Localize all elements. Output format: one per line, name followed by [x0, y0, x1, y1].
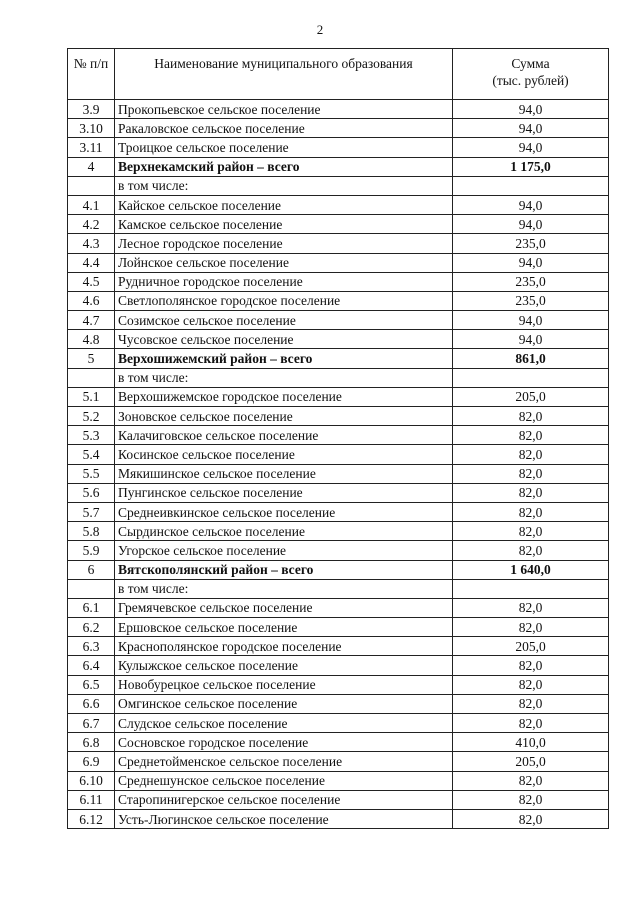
row-sum-cell: [453, 579, 609, 598]
header-row: [68, 49, 609, 100]
row-name-cell: Светлополянское городское поселение: [115, 291, 453, 310]
table-row: [68, 752, 609, 771]
table-row: [68, 195, 609, 214]
row-number-cell: 4.8: [68, 330, 115, 349]
row-name-cell: Калачиговское сельское поселение: [115, 426, 453, 445]
table-row: [68, 291, 609, 310]
row-number-cell: 6.8: [68, 733, 115, 752]
row-number-cell: 5.7: [68, 502, 115, 521]
subheading-row: [68, 368, 609, 387]
row-number-cell: 6.9: [68, 752, 115, 771]
row-name-cell: Среднешунское сельское поселение: [115, 771, 453, 790]
row-number-cell: 5.8: [68, 522, 115, 541]
table-row: [68, 234, 609, 253]
row-sum-cell: 1 175,0: [453, 157, 609, 176]
table-row: [68, 100, 609, 119]
row-number-cell: 5.5: [68, 464, 115, 483]
row-name-cell: Мякишинское сельское поселение: [115, 464, 453, 483]
row-name-cell: Ершовское сельское поселение: [115, 618, 453, 637]
row-sum-cell: 1 640,0: [453, 560, 609, 579]
row-name-cell: Новобурецкое сельское поселение: [115, 675, 453, 694]
table-row: [68, 272, 609, 291]
row-number-cell: 6.10: [68, 771, 115, 790]
row-name-cell: Усть-Люгинское сельское поселение: [115, 809, 453, 828]
row-number-cell: 4.4: [68, 253, 115, 272]
row-sum-cell: 205,0: [453, 752, 609, 771]
row-number-cell: 4.6: [68, 291, 115, 310]
column-header-sum: [453, 49, 609, 100]
row-sum-cell: 94,0: [453, 195, 609, 214]
table-row: [68, 790, 609, 809]
row-name-cell: Рудничное городское поселение: [115, 272, 453, 291]
row-number-cell: 4.5: [68, 272, 115, 291]
row-sum-cell: 82,0: [453, 426, 609, 445]
row-number-cell: 6.1: [68, 598, 115, 617]
row-sum-cell: 235,0: [453, 291, 609, 310]
row-sum-cell: 82,0: [453, 694, 609, 713]
row-sum-cell: [453, 176, 609, 195]
row-name-cell: Среднеивкинское сельское поселение: [115, 502, 453, 521]
row-sum-cell: 94,0: [453, 253, 609, 272]
table-row: [68, 733, 609, 752]
row-number-cell: 5.1: [68, 387, 115, 406]
row-number-cell: 4.2: [68, 215, 115, 234]
row-number-cell: 3.9: [68, 100, 115, 119]
row-name-cell: в том числе:: [115, 368, 453, 387]
table-row: [68, 637, 609, 656]
row-number-cell: 3.11: [68, 138, 115, 157]
row-sum-cell: 82,0: [453, 502, 609, 521]
subheading-row: [68, 579, 609, 598]
column-header-name: Наименование муниципального образования: [115, 49, 453, 100]
table-row: [68, 445, 609, 464]
table-row: [68, 483, 609, 502]
table-row: [68, 311, 609, 330]
column-header-sum-line1: Сумма: [511, 56, 550, 71]
row-name-cell: Лойнское сельское поселение: [115, 253, 453, 272]
table-row: [68, 138, 609, 157]
row-sum-cell: 861,0: [453, 349, 609, 368]
table-row: [68, 714, 609, 733]
row-sum-cell: 82,0: [453, 445, 609, 464]
row-sum-cell: 82,0: [453, 483, 609, 502]
row-sum-cell: 94,0: [453, 311, 609, 330]
page-number: 2: [316, 22, 324, 37]
row-name-cell: Старопинигерское сельское поселение: [115, 790, 453, 809]
row-number-cell: 6.3: [68, 637, 115, 656]
row-name-cell: Омгинское сельское поселение: [115, 694, 453, 713]
row-number-cell: 5.9: [68, 541, 115, 560]
table-header: [68, 49, 609, 100]
row-name-cell: Вятскополянский район – всего: [115, 560, 453, 579]
table-row: [68, 119, 609, 138]
row-name-cell: Верхошижемский район – всего: [115, 349, 453, 368]
row-sum-cell: 235,0: [453, 234, 609, 253]
table-row: [68, 407, 609, 426]
row-number-cell: 5.4: [68, 445, 115, 464]
row-name-cell: Прокопьевское сельское поселение: [115, 100, 453, 119]
row-name-cell: Угорское сельское поселение: [115, 541, 453, 560]
row-name-cell: в том числе:: [115, 579, 453, 598]
row-number-cell: 6.12: [68, 809, 115, 828]
row-sum-cell: 82,0: [453, 675, 609, 694]
table-row: [68, 215, 609, 234]
row-sum-cell: 82,0: [453, 618, 609, 637]
row-sum-cell: 205,0: [453, 387, 609, 406]
row-sum-cell: 82,0: [453, 407, 609, 426]
table-body: [68, 100, 609, 829]
table-row: [68, 694, 609, 713]
municipal-funding-table: [67, 48, 609, 829]
row-number-cell: 6.7: [68, 714, 115, 733]
table-row: [68, 598, 609, 617]
row-sum-cell: 94,0: [453, 100, 609, 119]
row-sum-cell: 205,0: [453, 637, 609, 656]
row-sum-cell: 235,0: [453, 272, 609, 291]
row-sum-cell: 82,0: [453, 598, 609, 617]
table-row: [68, 809, 609, 828]
row-sum-cell: 94,0: [453, 119, 609, 138]
row-sum-cell: 410,0: [453, 733, 609, 752]
row-name-cell: Верхошижемское городское поселение: [115, 387, 453, 406]
row-number-cell: 6.11: [68, 790, 115, 809]
row-sum-cell: 82,0: [453, 809, 609, 828]
table-row: [68, 771, 609, 790]
row-name-cell: Сырдинское сельское поселение: [115, 522, 453, 541]
row-name-cell: Верхнекамский район – всего: [115, 157, 453, 176]
table-row: [68, 618, 609, 637]
table-row: [68, 330, 609, 349]
row-name-cell: Пунгинское сельское поселение: [115, 483, 453, 502]
row-sum-cell: 94,0: [453, 215, 609, 234]
row-number-cell: 6.6: [68, 694, 115, 713]
row-number-cell: 5.2: [68, 407, 115, 426]
row-sum-cell: [453, 368, 609, 387]
row-name-cell: в том числе:: [115, 176, 453, 195]
row-number-cell: 4.3: [68, 234, 115, 253]
table-row: [68, 656, 609, 675]
row-number-cell: [68, 579, 115, 598]
row-name-cell: Косинское сельское поселение: [115, 445, 453, 464]
row-number-cell: 4.1: [68, 195, 115, 214]
row-number-cell: [68, 176, 115, 195]
row-number-cell: 6.4: [68, 656, 115, 675]
row-number-cell: 6.2: [68, 618, 115, 637]
row-sum-cell: 82,0: [453, 464, 609, 483]
row-name-cell: Среднетойменское сельское поселение: [115, 752, 453, 771]
district-total-row: [68, 349, 609, 368]
row-number-cell: 4: [68, 157, 115, 176]
column-header-sum-line2: (тыс. рублей): [492, 73, 569, 88]
table-row: [68, 387, 609, 406]
row-number-cell: 6: [68, 560, 115, 579]
row-sum-cell: 82,0: [453, 790, 609, 809]
table-row: [68, 675, 609, 694]
table-row: [68, 426, 609, 445]
row-name-cell: Гремячевское сельское поселение: [115, 598, 453, 617]
row-name-cell: Зоновское сельское поселение: [115, 407, 453, 426]
row-name-cell: Троицкое сельское поселение: [115, 138, 453, 157]
row-sum-cell: 94,0: [453, 330, 609, 349]
row-name-cell: Сосновское городское поселение: [115, 733, 453, 752]
row-sum-cell: 82,0: [453, 656, 609, 675]
row-name-cell: Краснополянское городское поселение: [115, 637, 453, 656]
table-row: [68, 253, 609, 272]
table-row: [68, 464, 609, 483]
row-name-cell: Созимское сельское поселение: [115, 311, 453, 330]
row-name-cell: Кайское сельское поселение: [115, 195, 453, 214]
row-sum-cell: 82,0: [453, 522, 609, 541]
table-row: [68, 502, 609, 521]
row-name-cell: Кулыжское сельское поселение: [115, 656, 453, 675]
table-row: [68, 522, 609, 541]
table-row: [68, 541, 609, 560]
row-sum-cell: 82,0: [453, 771, 609, 790]
row-sum-cell: 82,0: [453, 714, 609, 733]
row-sum-cell: 82,0: [453, 541, 609, 560]
district-total-row: [68, 157, 609, 176]
column-header-number: № п/п: [68, 49, 115, 100]
row-number-cell: 5: [68, 349, 115, 368]
row-name-cell: Ракаловское сельское поселение: [115, 119, 453, 138]
row-number-cell: 5.3: [68, 426, 115, 445]
district-total-row: [68, 560, 609, 579]
row-number-cell: 3.10: [68, 119, 115, 138]
row-name-cell: Слудское сельское поселение: [115, 714, 453, 733]
row-sum-cell: 94,0: [453, 138, 609, 157]
row-name-cell: Камское сельское поселение: [115, 215, 453, 234]
subheading-row: [68, 176, 609, 195]
row-number-cell: 6.5: [68, 675, 115, 694]
row-name-cell: Чусовское сельское поселение: [115, 330, 453, 349]
row-name-cell: Лесное городское поселение: [115, 234, 453, 253]
row-number-cell: 4.7: [68, 311, 115, 330]
row-number-cell: [68, 368, 115, 387]
row-number-cell: 5.6: [68, 483, 115, 502]
